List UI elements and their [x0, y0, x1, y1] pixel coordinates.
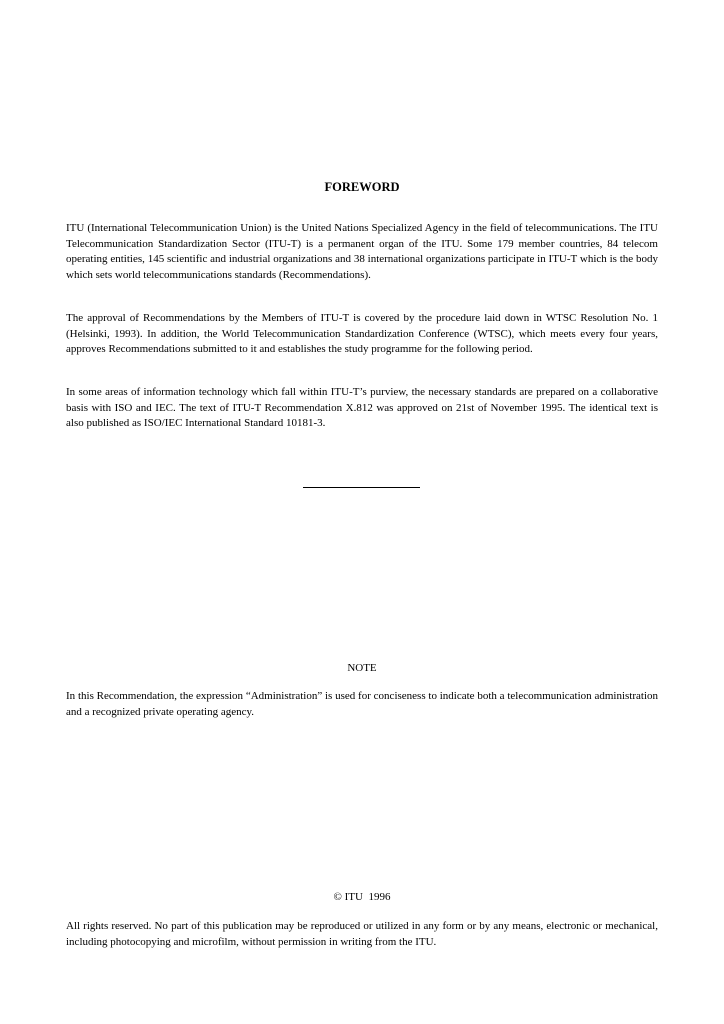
section-divider	[303, 487, 420, 488]
foreword-paragraph-2: The approval of Recommendations by the Members of ITU-T is covered by the procedure laid down in WTSC Resolution No. 1 (Helsinki, 1993). In addition, the World Telecommunication Standardization Conference (WTSC), which meets every four years, approves Recommendations submitted to it and establishes the study programme for the following period.	[66, 312, 658, 356]
foreword-paragraph-1: ITU (International Telecommunication Union) is the United Nations Specialized Agency in the field of telecommunications. The ITU Telecommunication Standardization Sector (ITU-T) is a permanent organ of the ITU. Some 179 member countries, 84 telecom operating entities, 145 scientific and industrial organizations and 38 international organizations participate in ITU-T which is the body which sets world telecommunications standards (Recommendations).	[66, 222, 658, 282]
rights-reserved-paragraph: All rights reserved. No part of this publication may be reproduced or utilized in any form or by any means, electronic or mechanical, including photocopying and microfilm, without permission in writing from the ITU.	[66, 920, 658, 948]
copyright-holder: ITU	[344, 891, 363, 903]
copyright-line	[0, 890, 724, 904]
foreword-paragraph-3: In some areas of information technology which fall within ITU-T’s purview, the necessary standards are prepared on a collaborative basis with ISO and IEC. The text of ITU-T Recommendation X.812 was approved on 21st of November 1995. The identical text is also published as ISO/IEC International Standard 10181-3.	[66, 386, 658, 430]
foreword-title: FOREWORD	[324, 180, 400, 194]
copyright-year: 1996	[368, 891, 391, 903]
copyright-symbol: ©	[333, 891, 342, 903]
note-paragraph: In this Recommendation, the expression “Administration” is used for conciseness to indicate both a telecommunication administration and a recognized private operating agency.	[66, 690, 658, 718]
note-title: NOTE	[347, 662, 377, 674]
